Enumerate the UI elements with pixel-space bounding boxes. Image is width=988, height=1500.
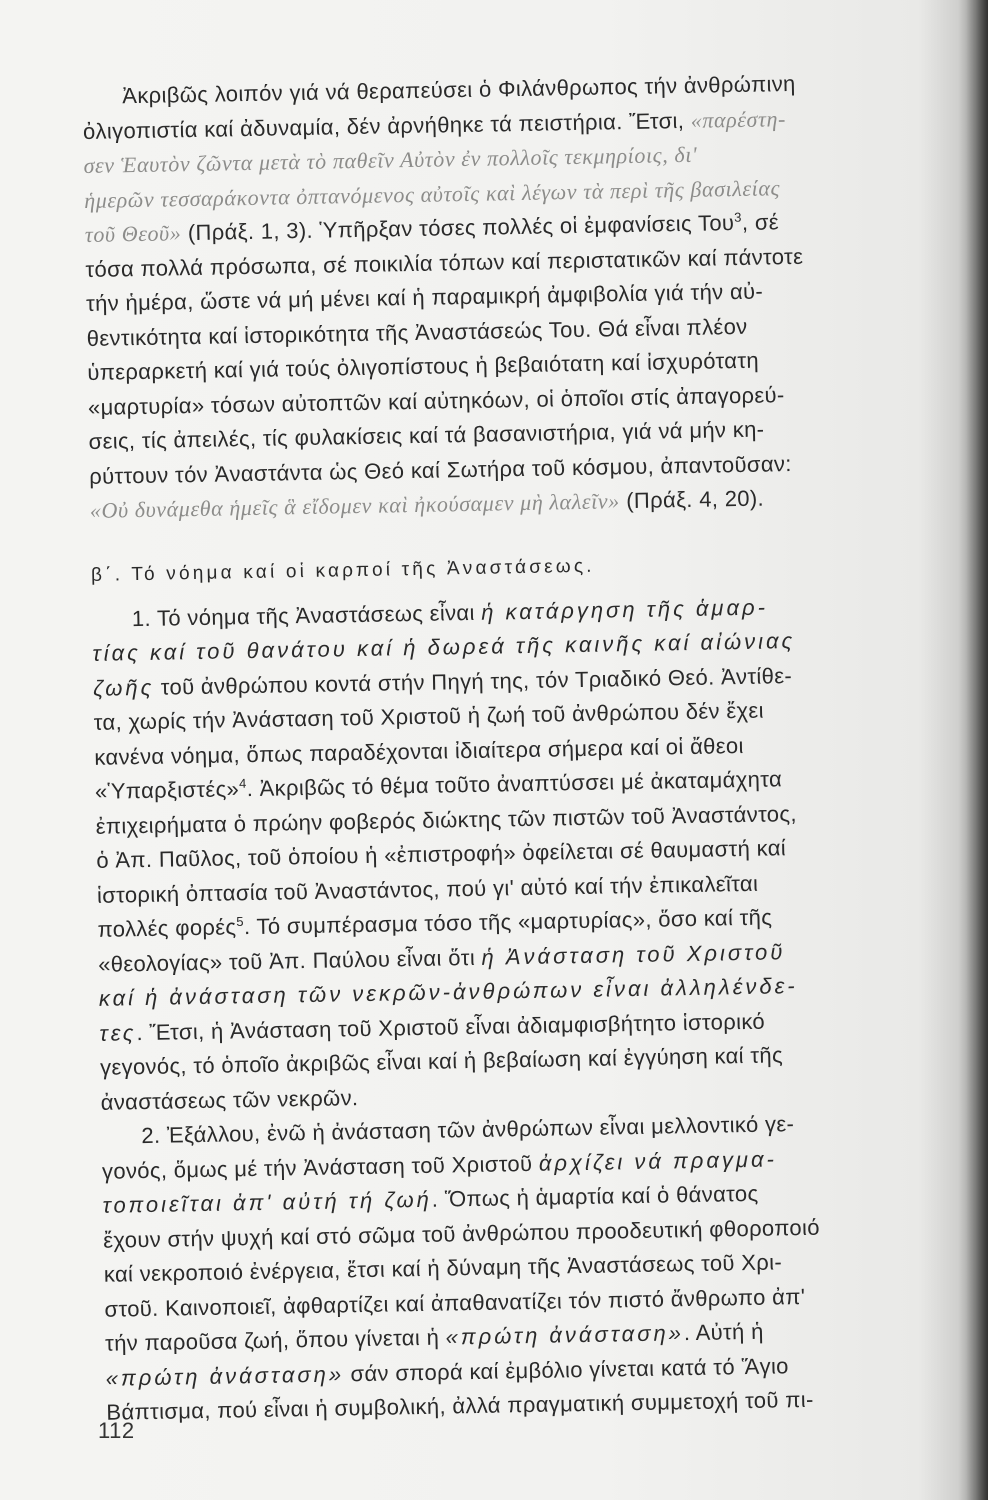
emphasis: τες xyxy=(99,1019,137,1046)
scripture-quote: «Οὐ δυνάμεθα ἡμεῖς ἃ εἴδομεν καὶ ἠκούσαμεν μὴ λαλεῖν» xyxy=(89,488,620,523)
text-line: ὑπεραρκετή καί γιά τούς ὀλιγοπίστους ἡ βεβαιότατη καί ἰσχυρότατη xyxy=(87,347,760,385)
text-line: τα, χωρίς τήν Ἀνάσταση τοῦ Χριστοῦ ἡ ζωή τοῦ ἀνθρώπου δέν ἔχει xyxy=(93,697,765,735)
text-run: «Ὑπαρξιστές» xyxy=(94,776,240,804)
paragraph-resurrection-proofs xyxy=(82,64,942,528)
emphasis: ζωῆς xyxy=(92,674,155,701)
text-run: ὀλιγοπιστία καί ἀδυναμία, δέν ἀρνήθηκε τά πειστήρια. Ἔτσι, xyxy=(82,107,685,144)
text-line: καί νεκροποιό ἐνέργεια, ἔτσι καί ἡ δύναμη τῆς Ἀναστάσεως τοῦ Χρι- xyxy=(103,1249,783,1287)
text-line: 2. Ἐξάλλου, ἐνῶ ἡ ἀνάσταση τῶν ἀνθρώπων εἶναι μελλοντικό γε- xyxy=(141,1111,795,1149)
emphasis-line: τίας καί τοῦ θανάτου καί ἡ δωρεά τῆς καινῆς καί αἰώνιας xyxy=(92,628,796,666)
text-run: πολλές φορές xyxy=(97,914,237,942)
text-run: . Ἀκριβῶς τό θέμα τοῦτο ἀναπτύσσει μέ ἀκαταμάχητα xyxy=(246,766,783,802)
text-run: (Πράξ. 4, 20). xyxy=(619,485,765,514)
emphasis: ἡ Ἀνάσταση τοῦ Χριστοῦ xyxy=(481,938,786,970)
text-line: κανένα νόημα, ὅπως παραδέχονται ἰδιαίτερα σήμερα καί οἱ ἄθεοι xyxy=(94,732,744,770)
scripture-quote-line: ἡμερῶν τεσσαράκοντα ὀπτανόμενος αὐτοῖς καὶ λέγων τὰ περὶ τῆς βασιλείας xyxy=(83,174,781,213)
text-line: ρύττουν τόν Ἀναστάντα ὡς Θεό καί Σωτήρα τοῦ κόσμου, ἀπαντοῦσαν: xyxy=(89,450,792,489)
footnote-mark-3: 3 xyxy=(734,209,742,225)
text-line: ἔχουν στήν ψυχή καί στό σῶμα τοῦ ἀνθρώπου προοδευτική φθοροποιό xyxy=(103,1214,821,1253)
text-line: ἐπιχειρήματα ὁ πρώην φοβερός διώκτης τῶν πιστῶν τοῦ Ἀναστάντος, xyxy=(95,800,798,839)
emphasis: ἡ κατάργηση τῆς ἁμαρ- xyxy=(480,594,769,625)
text-run: τοῦ ἀνθρώπου κοντά στήν Πηγή της, τόν Τριαδικό Θεό. Ἀντίθε- xyxy=(154,662,793,700)
text-line: σεις, τίς ἀπειλές, τίς φυλακίσεις καί τά βασανιστήρια, γιά νά μήν κη- xyxy=(88,416,765,454)
text-line: Ἀκριβῶς λοιπόν γιά νά θεραπεύσει ὁ Φιλάνθρωπος τήν ἀνθρώπινη xyxy=(122,70,796,109)
paragraph-first-resurrection xyxy=(101,1104,959,1430)
text-line: «μαρτυρία» τόσων αὐτοπτῶν καί αὐτηκόων, οἱ ὁποῖοι στίς ἀπαγορεύ- xyxy=(87,381,785,420)
scripture-quote: «παρέστη- xyxy=(690,105,787,133)
text-run: . Ὅπως ἡ ἁμαρτία καί ὁ θάνατος xyxy=(431,1180,759,1212)
text-run: 1. Τό νόημα τῆς Ἀναστάσεως εἶναι xyxy=(131,599,482,631)
text-run: (Πράξ. 1, 3). Ὑπῆρξαν τόσες πολλές οἱ ἐμφανίσεις Του xyxy=(181,210,735,246)
scripture-quote-line: σεν Ἑαυτὸν ζῶντα μετὰ τὸ παθεῖν Αὐτὸν ἐν πολλοῖς τεκμηρίοις, δι' xyxy=(83,141,698,178)
page-number: 112 xyxy=(98,1418,135,1443)
paragraph-meaning xyxy=(92,587,953,1120)
text-line: Βάπτισμα, πού εἶναι ἡ συμβολική, ἀλλά πραγματική συμμετοχή τοῦ πι- xyxy=(106,1386,814,1425)
emphasis-line: καί ἡ ἀνάσταση τῶν νεκρῶν-ἀνθρώπων εἶναι ἀλληλένδε- xyxy=(98,973,798,1011)
text-line: γεγονός, τό ὁποῖο ἀκριβῶς εἶναι καί ἡ βεβαίωση καί ἐγγύηση καί τῆς xyxy=(99,1042,784,1080)
text-line: θεντικότητα καί ἱστορικότητα τῆς Ἀναστάσεώς Του. Θά εἶναι πλέον xyxy=(86,313,748,351)
text-run: , σέ xyxy=(741,209,780,235)
emphasis: ἀρχίζει νά πραγμα- xyxy=(538,1145,778,1176)
text-run: . Ἔτσι, ἡ Ἀνάσταση τοῦ Χριστοῦ εἶναι ἀδιαμφισβήτητο ἱστορικό xyxy=(136,1008,766,1045)
text-line: στοῦ. Καινοποιεῖ, ἀφθαρτίζει καί ἀπαθανατίζει τόν πιστό ἄνθρωπο ἀπ' xyxy=(104,1283,806,1322)
emphasis: τοποιεῖται ἀπ' αὐτή τή ζωή xyxy=(102,1186,433,1218)
text-run: «θεολογίας» τοῦ Ἀπ. Παύλου εἶναι ὅτι xyxy=(97,944,482,977)
text-run: . Τό συμπέρασμα τόσο τῆς «μαρτυρίας», ὅσο καί τῆς xyxy=(243,904,773,940)
text-run: σάν σπορά καί ἐμβόλιο γίνεται κατά τό Ἅγιο xyxy=(343,1352,789,1386)
footnote-mark-4: 4 xyxy=(238,775,247,791)
section-heading: β΄. Τό νόημα καί οἱ καρποί τῆς Ἀναστάσεως. xyxy=(90,555,595,586)
text-line: ὁ Ἀπ. Παῦλος, τοῦ ὁποίου ἡ «ἐπιστροφή» ὀφείλεται σέ θαυμαστή καί xyxy=(96,835,787,873)
emphasis: «πρώτη ἀνάσταση» xyxy=(445,1320,685,1350)
footnote-mark-5: 5 xyxy=(236,913,245,929)
page-edge-shadow xyxy=(966,0,988,1500)
text-line: ἱστορική ὀπτασία τοῦ Ἀναστάντος, πού γι' αὐτό καί τήν ἐπικαλεῖται xyxy=(96,870,759,908)
text-line: τόσα πολλά πρόσωπα, σέ ποικιλία τόπων καί περιστατικῶν καί πάντοτε xyxy=(85,243,804,282)
text-run: . Αὐτή ἡ xyxy=(683,1318,764,1346)
text-run: γονός, ὅμως μέ τήν Ἀνάσταση τοῦ Χριστοῦ xyxy=(101,1150,540,1184)
text-line: ἀναστάσεως τῶν νεκρῶν. xyxy=(100,1084,359,1115)
emphasis: «πρώτη ἀνάσταση» xyxy=(105,1360,345,1391)
scripture-quote: τοῦ Θεοῦ» xyxy=(84,220,182,247)
text-run: τήν παροῦσα ζωή, ὅπου γίνεται ἡ xyxy=(104,1324,446,1356)
body-text xyxy=(82,64,959,1430)
text-line: τήν ἡμέρα, ὥστε νά μή μένει καί ἡ παραμικρή ἀμφιβολία γιά τήν αὐ- xyxy=(85,278,764,316)
